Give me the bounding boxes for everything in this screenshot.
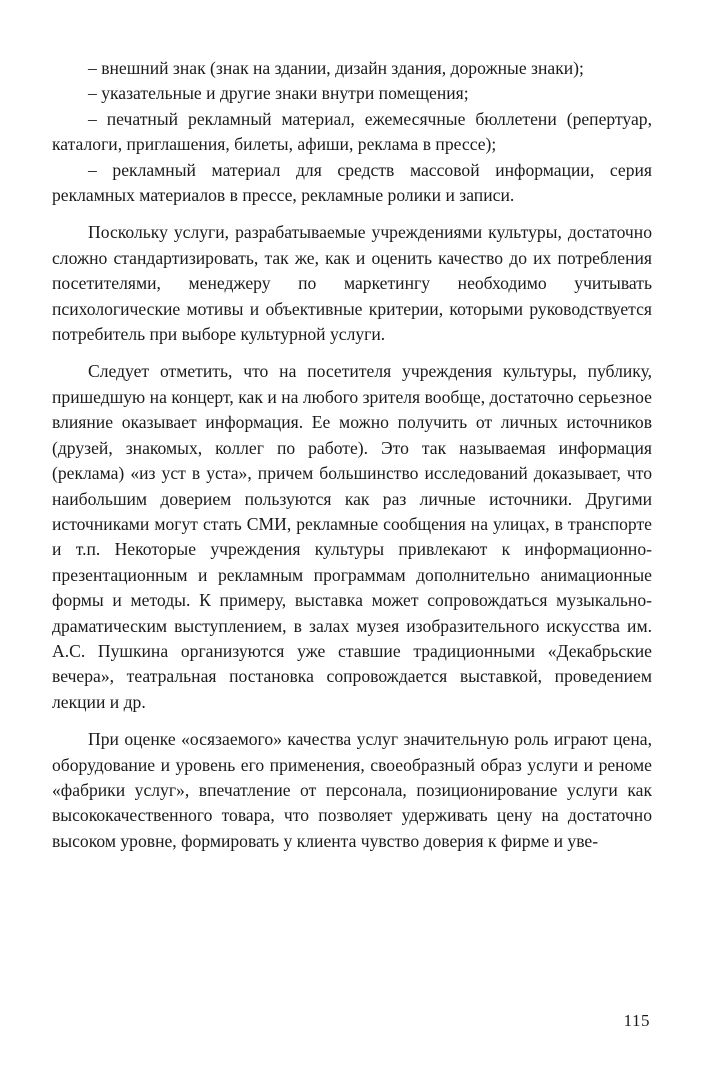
paragraph-tangible-quality: При оценке «осязаемого» качества услуг значительную роль играют цена, оборудование и уровень его применения, своеобразный образ услуги и реноме «фабрики услуг», впечатление от персонала, позиционирование услуги как высококачественного товара, что позволяет удерживать цену на достаточно высоком уровне, формировать у клиента чувство доверия к фирме и уве-	[52, 729, 652, 851]
paragraph-standardization: Поскольку услуги, разрабатываемые учреждениями культуры, достаточно сложно стандартизировать, так же, как и оценить качество до их потребления посетителями, менеджеру по маркетингу необходимо учитывать психологические мотивы и объективные критерии, которыми руководствуется потребитель при выборе культурной услуги.	[52, 222, 652, 345]
page-body	[52, 56, 652, 854]
list-item-media-material: – рекламный материал для средств массовой информации, серия рекламных материалов в прессе, рекламные ролики и записи.	[52, 159, 652, 206]
page-number: 115	[623, 1011, 650, 1030]
paragraph-information-influence: Следует отметить, что на посетителя учреждения культуры, публику, пришедшую на концерт, как и на любого зрителя вообще, достаточно серьезное влияние оказывает информация. Ее можно получить от личных источников (друзей, знакомых, коллег по работе). Это так называемая информация (реклама) «из уст в уста», причем большинство исследований доказывает, что наибольшим доверием пользуются как раз личные источники. Другими источниками могут стать СМИ, рекламные сообщения на улицах, в транспорте и т.п. Некоторые учреждения культуры привлекают к информационно-презентационным и рекламным программам дополнительно анимационные формы и методы. К примеру, выставка может сопровождаться музыкально-драматическим выступлением, в залах музея изобразительного искусства им. А.С. Пушкина организуются уже ставшие традиционными «Декабрьские вечера», театральная постановка сопровождается выставкой, проведением лекции и др.	[52, 361, 652, 712]
list-item-printed-material: – печатный рекламный материал, ежемесячные бюллетени (репертуар, каталоги, приглашения, билеты, афиши, реклама в прессе);	[52, 108, 652, 155]
list-item-indoor-signs: – указательные и другие знаки внутри помещения;	[88, 83, 469, 104]
list-item-external-sign: – внешний знак (знак на здании, дизайн здания, дорожные знаки);	[88, 58, 584, 78]
